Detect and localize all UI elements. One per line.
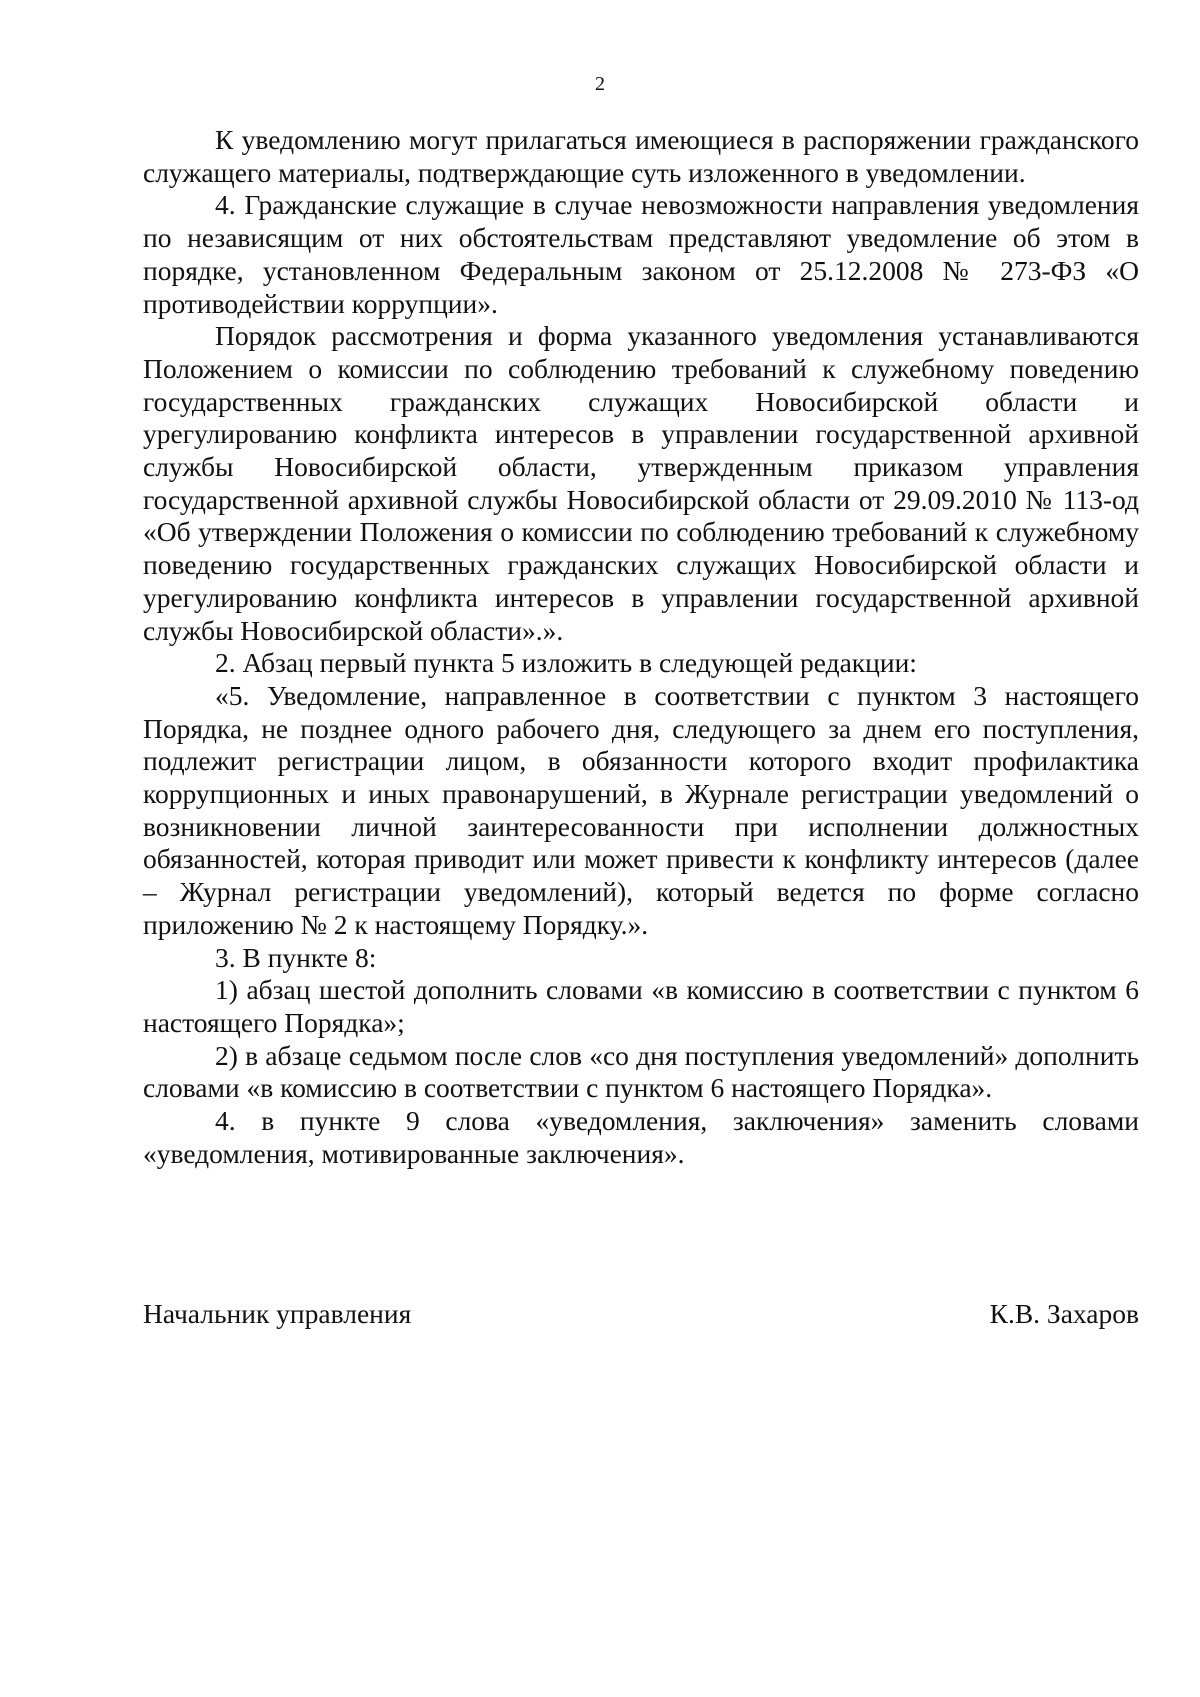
signatory-position: Начальник управления (143, 1298, 412, 1329)
paragraph-item-4: 4. Гражданские служащие в случае невозможности направления уведомления по независящим от них обстоятельствам представляют уведомление об этом в порядке, установленном Федеральным законом от 25.12.2008 № 273-ФЗ «О противодействии коррупции». (143, 189, 1139, 319)
document-body (143, 124, 1139, 1171)
paragraph-amendment-3: 3. В пункте 8: (215, 941, 377, 973)
signatory-name: К.В. Захаров (989, 1298, 1139, 1329)
paragraph-item-5-text: «5. Уведомление, направленное в соответствии с пунктом 3 настоящего Порядка, не позднее одного рабочего дня, следующего за днем его поступления, подлежит регистрации лицом, в обязанности которого входит профилактика коррупционных и иных правонарушений, в Журнале регистрации уведомлений о возникновении личной заинтересованности при исполнении должностных обязанностей, которая приводит или может привести к конфликту интересов (далее – Журнал регистрации уведомлений), который ведется по форме согласно приложению № 2 к настоящему Порядку.». (143, 679, 1139, 940)
paragraph-amendment-2: 2. Абзац первый пункта 5 изложить в следующей редакции: (215, 647, 917, 679)
paragraph-subitem-2: 2) в абзаце седьмом после слов «со дня поступления уведомлений» дополнить словами «в комиссию в соответствии с пунктом 6 настоящего Порядка». (143, 1039, 1139, 1104)
paragraph-subitem-1: 1) абзац шестой дополнить словами «в комиссию в соответствии с пунктом 6 настоящего Порядка»; (143, 974, 1139, 1038)
paragraph-attachments: К уведомлению могут прилагаться имеющиеся в распоряжении гражданского служащего материалы, подтверждающие суть изложенного в уведомлении. (143, 124, 1139, 188)
signature-block (143, 1298, 1139, 1330)
paragraph-amendment-4: 4. в пункте 9 слова «уведомления, заключения» заменить словами «уведомления, мотивированные заключения». (143, 1105, 1139, 1169)
paragraph-procedure: Порядок рассмотрения и форма указанного уведомления устанавливаются Положением о комиссии по соблюдению требований к служебному поведению государственных гражданских служащих Новосибирской области и урегулированию конфликта интересов в управлении государственной архивной службы Новосибирской области, утвержденным приказом управления государственной архивной службы Новосибирской области от 29.09.2010 № 113-од «Об утверждении Положения о комиссии по соблюдению требований к служебному поведению государственных гражданских служащих Новосибирской области и урегулированию конфликта интересов в управлении государственной архивной службы Новосибирской области».». (143, 320, 1139, 646)
page-number: 2 (595, 73, 605, 95)
